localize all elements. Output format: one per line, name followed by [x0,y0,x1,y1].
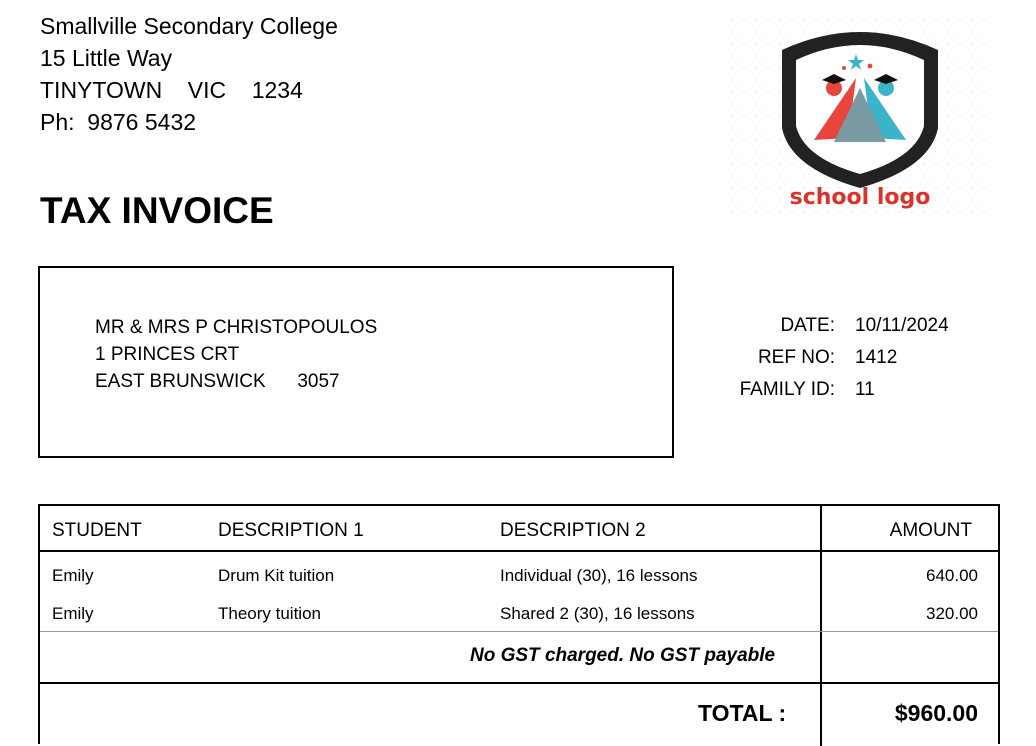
row-divider [40,631,998,632]
recipient-street: 1 PRINCES CRT [95,344,240,365]
header-description-2: DESCRIPTION 2 [500,520,646,541]
row-description-2: Individual (30), 16 lessons [500,566,698,585]
row-student: Emily [52,566,94,585]
school-phone: Ph: 9876 5432 [40,109,197,135]
document-title: TAX INVOICE [40,190,274,231]
school-logo [730,18,990,218]
family-value: 11 [855,379,875,400]
total-value: $960.00 [894,700,978,726]
date-label: DATE: [780,315,835,336]
table-row [40,566,998,604]
school-city: TINYTOWN VIC 1234 [40,77,303,103]
ref-label: REF NO: [757,347,835,368]
header-description-1: DESCRIPTION 1 [218,520,364,541]
school-name: Smallville Secondary College [40,13,338,39]
recipient-address-box [38,266,674,458]
row-description-2: Shared 2 (30), 16 lessons [500,604,695,623]
row-description-1: Theory tuition [218,604,321,623]
school-street: 15 Little Way [40,45,173,71]
recipient-suburb: EAST BRUNSWICK 3057 [95,371,340,392]
recipient-name: MR & MRS P CHRISTOPOULOS [95,317,378,338]
table-header [40,506,998,552]
date-value: 10/11/2024 [855,315,949,336]
invoice-meta [720,310,949,406]
school-address [40,10,338,138]
school-shield-logo-icon [730,18,990,218]
total-divider [40,682,998,684]
family-label: FAMILY ID: [739,379,835,400]
total-label: TOTAL : [698,700,787,726]
svg-text:school logo: school logo [789,185,931,210]
table-row [40,604,998,642]
row-student: Emily [52,604,94,623]
row-amount: 640.00 [926,566,978,585]
gst-note: No GST charged. No GST payable [470,645,776,666]
header-student: STUDENT [52,520,142,541]
row-amount: 320.00 [926,604,978,623]
header-amount: AMOUNT [889,520,972,541]
row-description-1: Drum Kit tuition [218,566,335,585]
ref-value: 1412 [855,347,898,368]
invoice-table [38,504,1000,744]
